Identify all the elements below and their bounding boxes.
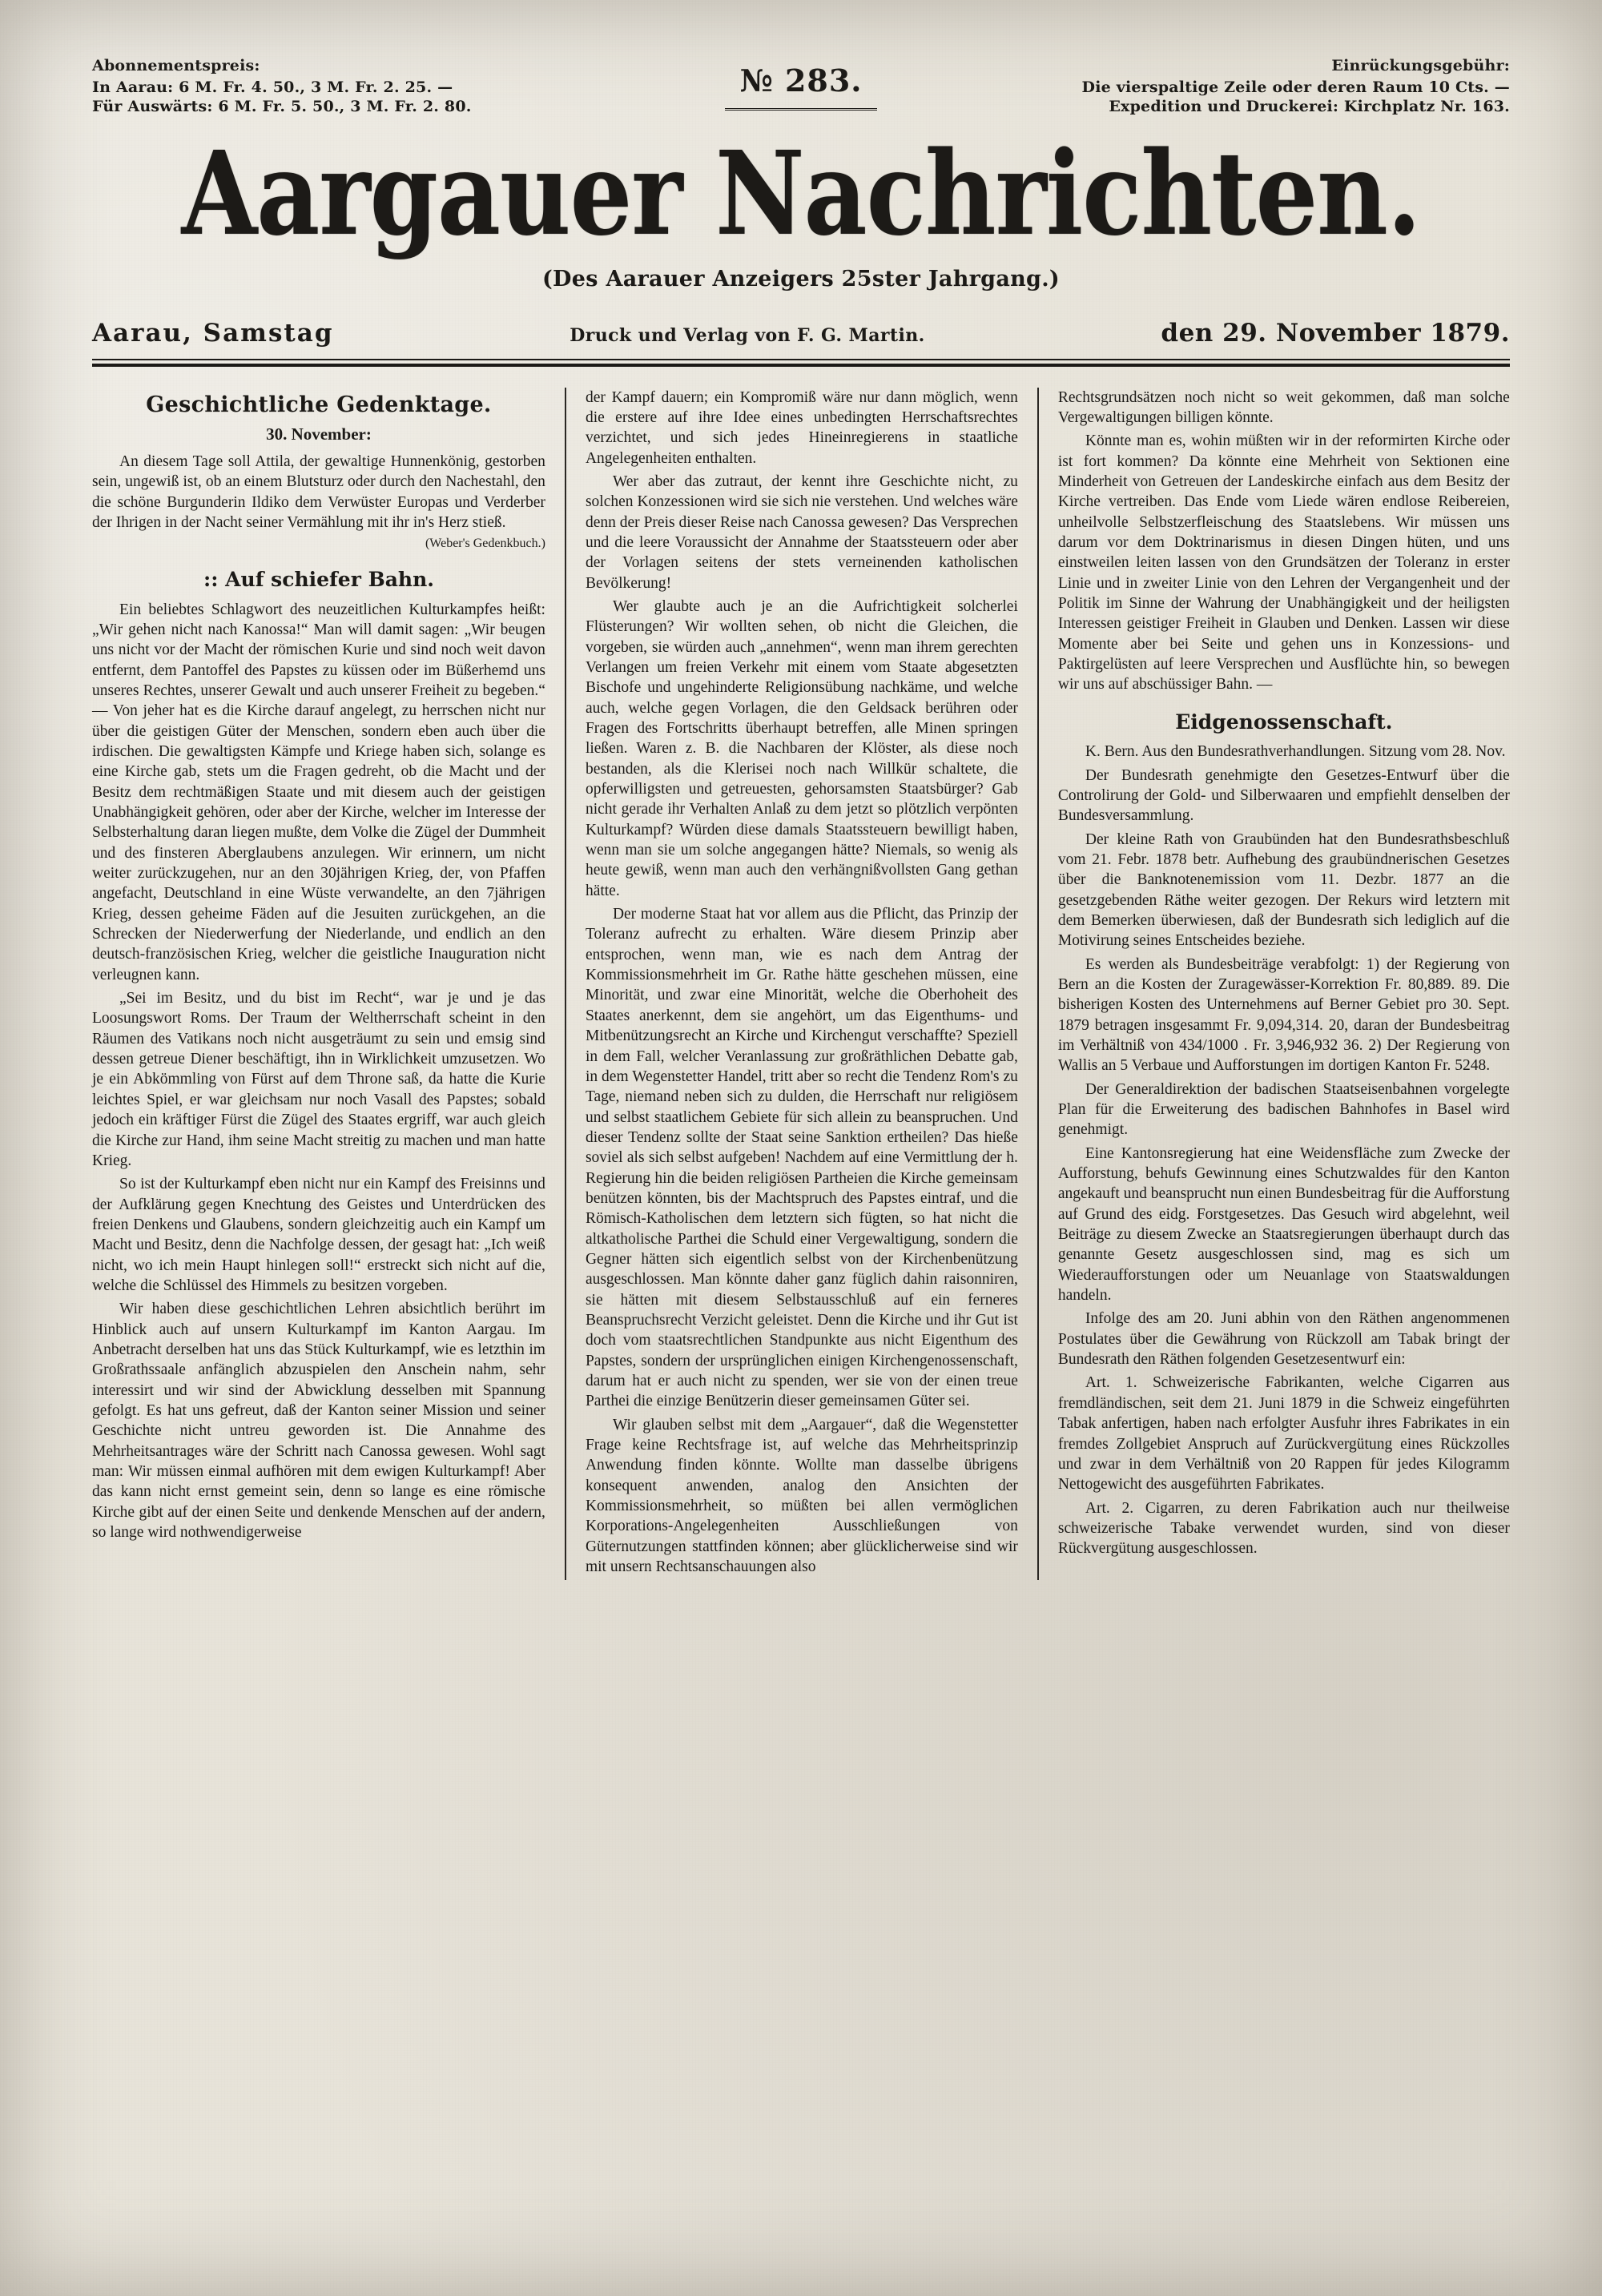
- article-subheading-date: 30. November:: [266, 424, 372, 444]
- column-3: [1037, 388, 1510, 1581]
- paragraph: Der moderne Staat hat vor allem aus die Pflicht, das Prinzip der Toleranz aufrecht zu erhalten. Wäre diesem Prinzip aber entsprochen, wenn man, wie es nach dem Antrag der Kommissionsmehrheit im Gr. Rathe hätte geschehen müssen, eine Minorität, und zwar eine Minorität, welche die Oberhoheit des Staates anerkennt, dem sie angehört, um das Eigenthums- und Mitbenützungsrecht an Kirche und Kirchengut verschaffte? Speziell in dem Fall, welcher Veranlassung zur großräthlichen Debatte gab, in dem Wegenstetter Handel, tritt aber so recht die Tendenz Rom's zu Tage, niemand neben sich zu dulden, die Herrschaft nur religiösem und selbst staatlichem Gebiete für sich allein zu beanspruchen. Und dieser Tendenz sollte der Staat seine Sanktion ertheilen? Das hieße soviel als sich selbst aufgeben! Nachdem auf eine Vermittlung der h. Regierung hin die beiden religiösen Partheien die Kirche gemeinsam benützen könnten, bis der Machtspruch des Papstes eintraf, und die Römisch-Katholischen dem letztern sich fügten, so hat nicht die altkatholische Parthei die Schuld einer Vergewaltigung, sondern die Gegner hätten sich eigentlich selbst von der Kirchenbenützung ausgeschlossen. Man könnte daher ganz füglich dahin raisonniren, sie hätten mit diesem Selbstausschluß auf ein ferneres Beanspruchsrecht Verzicht geleistet. Denn die Kirche und ihr Gut ist doch vom staatsrechtlichen Standpunkte aus nicht Eigenthum des Papstes, sondern der ursprünglichen einigen Kirchengenossenschaft, darum hat er auch nicht zu spenden, wer sie von der einen treue Parthei die einzige Benützerin dieser gemeinsamen Güter sei.: [585, 906, 1018, 1410]
- paragraph: Ein beliebtes Schlagwort des neuzeitlichen Kulturkampfes heißt: „Wir gehen nicht nach Kanossa!“ Man will damit sagen: „Wir beugen uns nicht vor der Macht der römischen Kurie und sind noch weit davon entfernt, dem Pantoffel des Papstes zu küssen oder im Büßerhemd uns unseres Rechtes, unserer Gewalt und auch unserer Freiheit zu begeben.“ — Von jeher hat es die Kirche darauf angelegt, zu herrschen nicht nur über die geistigen Güter der Menschen, sondern eben auch über die irdischen. Die gewaltigsten Kämpfe und Kriege haben sich, solange es eine Kirche gab, stets um die Fragen gedreht, ob die Macht und der Besitz dem rechtmäßigen Staate und mit diesem auch der geistigen Unabhängigkeit gehören, oder aber der Kirche, welcher im Interesse der Selbsterhaltung daran liegen mußte, dem Volke die Zügel der Dummheit und des finsteren Aberglaubens anzulegen. Wir erinnern, um nicht weiter zurückzugehen, nur an den 30jährigen Krieg, der, von Pfaffen angefacht, Deutschland in eine Wüste verwandelte, an den 7jährigen Krieg, dessen geheime Fäden auf die Jesuiten zurückgehen, an die Schrecken der Niederwerfung der Niederlande, und endlich an den deutsch-französischen Krieg, welcher die geistliche Inauguration nicht verleugnen kann.: [92, 601, 545, 983]
- ad-rates-heading: Einrückungsgebühr:: [1331, 57, 1510, 74]
- subscription-info: [92, 56, 605, 117]
- issue-divider: [725, 108, 877, 111]
- paragraph: So ist der Kulturkampf eben nicht nur ein Kampf des Freisinns und der Aufklärung gegen Knechtung des Geistes und Unterdrücken des freien Denkens und Glaubens, sondern gleichzeitig auch ein Kampf um Macht und Besitz, denn die Nachfolge dessen, der gesagt hat: „Ich weiß nicht, wo ich mein Haupt hinlegen soll!“ erstreckt sich nicht auf die, welche die Schlüssel des Himmels zu besitzen vorgeben.: [92, 1176, 545, 1294]
- paragraph: Eine Kantonsregierung hat eine Weidensfläche zum Zwecke der Aufforstung, behufs Gewinnung eines Schutzwaldes für den Kanton angekauft und beansprucht nun einen Bundesbeitrag für die Aufforstung auf Grund des eidg. Forstgesetzes. Das Gesuch wird abgelehnt, weil Beiträge zu diesem Zwecke an Staatsregierungen überhaupt durch das genannte Gesetz ausgeschlossen sind, mag es sich um Wiederaufforstungen oder um Neuanlage von Staatswaldungen handeln.: [1057, 1144, 1510, 1305]
- advertising-rates: [997, 56, 1510, 117]
- subscription-line-2: Für Auswärts: 6 M. Fr. 5. 50., 3 M. Fr. 2. 80.: [92, 98, 472, 116]
- page-subtitle: (Des Aarauer Anzeigers 25ster Jahrgang.): [541, 266, 1061, 292]
- paragraph: Art. 1. Schweizerische Fabrikanten, welche Cigarren aus fremdländischen, seit dem 21. Juni 1879 in die Schweiz eingeführten Tabak anfertigen, haben nach erfolgter Ausfuhr ihres Fabrikates in ein fremdes Zollgebiet Anspruch auf Zurückvergütung eines Rückzolles und zwar in dem Verhältniß von 20 Rappen für jedes Kilogramm Nettogewicht des ausgeführten Fabrikates.: [1057, 1374, 1510, 1494]
- page-title: Aargauer Nachrichten.: [181, 125, 1421, 262]
- masthead-bottom-row: [92, 319, 1510, 348]
- masthead-rule-thin: [92, 359, 1510, 360]
- column-2: [565, 388, 1037, 1581]
- imprint: Druck und Verlag von F. G. Martin.: [570, 324, 925, 346]
- paragraph: An diesem Tage soll Attila, der gewaltige Hunnenkönig, gestorben sein, ungewiß ist, ob an einem Blutsturz oder durch den Nachestahl, den die schöne Burgunderin Ildiko dem Verwüster Europas und Verderber der Ihrigen in der Nacht seiner Vermählung mit ihr in's Herz stieß.: [92, 452, 545, 531]
- paragraph: Infolge des am 20. Juni abhin von den Räthen angenommenen Postulates über die Gewährung von Rückzoll am Tabak bringt der Bundesrath den Räthen folgenden Gesetzesentwurf ein:: [1057, 1310, 1510, 1369]
- paragraph: Könnte man es, wohin müßten wir in der reformirten Kirche oder ist fort kommen? Da könnte eine Mehrheit von Sektionen eine Minderheit von Getreuen der Landeskirche einfach aus dem Besitz der Kirche vertreiben. Das Ende vom Liede wären endlose Reibereien, unheilvolle Selbstzerfleischung des Staatslebens. Wir müssen uns darum vor dem Doktrinarismus in diesen Dingen hüten, und uns einstweilen leiten lassen von den Grundsätzen der Toleranz in erster Linie und in zweiter Linie von den Lehren der Vergangenheit und der Politik im Sinne der Wahrung der Unabhängigkeit und der heiligsten Interessen geistiger Freiheit in Glauben und Denken. Lassen wir diese Momente aber bei Seite und gehen uns in Konzessions- und Paktirgelüsten auf leere Versprechen und Ausflüchte hin, so bewegen wir uns auf abschüssiger Bahn. —: [1057, 432, 1510, 694]
- paragraph: Wir haben diese geschichtlichen Lehren absichtlich berührt im Hinblick auch auf unsern Kulturkampf im Kanton Aargau. Im Anbetracht derselben hat uns das Stück Kulturkampf, wie es letzthin im Großrathssaale anfänglich abzuspielen den Anschein nahm, sehr interessirt und wir sind der Abwicklung desselben mit Spannung gefolgt. Es hat uns gefreut, daß der Kanton seiner Mission und seiner Geschichte nicht untreu geworden ist. Die Annahme des Mehrheitsantrages wäre der Schritt nach Canossa gewesen. Wohl sagt man: Wir müssen einmal aufhören mit dem ewigen Kulturkampf! Aber das kann nicht ernst gemeint sein, denn so lange es eine römische Kirche gibt auf der einen Seite und denkende Menschen auf der andern, so lange wird nothwendigerweise: [92, 1301, 545, 1542]
- paragraph: Wer glaubte auch je an die Aufrichtigkeit solcherlei Flüsterungen? Wir wollten sehen, ob nicht die Gleichen, die vorgeben, sie würden auch „annehmen“, wenn man ihrem gerechten Verlangen um freien Verkehr mit einem vom Staate abgesetzten Bischofe und ungehinderte Religionsübung nachkäme, und welche auch, welche gegen Vorlagen, die den Geldsack berühren oder Fragen des Fortschritts überhaupt betreffen, alle Minen springen ließen. Waren z. B. die Nachbaren der Klöster, als diese noch bestanden, als die Klerisei noch nach Willkür schaltete, die opferwilligsten und getreuesten, gehorsamsten Staatsbürger? Gab nicht gerade ihr Verhalten Anlaß zu dem jetzt so plötzlich verpönten Kulturkampf? Würden diese damals Staatssteuern bewilligt haben, wenn man sie um solche angegangen hätte? Niemals, so wenig als heute gewiß, wenn man auch den verhängnißvollsten Gang gethan hätte.: [585, 597, 1018, 899]
- issue-block: [669, 56, 933, 111]
- paragraph: Rechtsgrundsätzen noch nicht so weit gekommen, daß man solche Vergewaltigungen billigen könnte.: [1057, 388, 1510, 426]
- paragraph: Art. 2. Cigarren, zu deren Fabrikation auch nur theilweise schweizerische Tabake verwendet wurden, sind von dieser Rückvergütung ausgeschlossen.: [1057, 1499, 1510, 1558]
- masthead: [0, 0, 1602, 367]
- subscription-heading: Abonnementspreis:: [92, 57, 260, 74]
- section-heading-eidgenossenschaft: Eidgenossenschaft.: [1175, 710, 1393, 734]
- article-columns: [0, 367, 1602, 1629]
- issue-number: № 283.: [739, 62, 863, 99]
- subscription-line-1: In Aarau: 6 M. Fr. 4. 50., 3 M. Fr. 2. 25. —: [92, 78, 453, 96]
- dateline: K. Bern. Aus den Bundesrathverhandlungen. Sitzung vom 28. Nov.: [1085, 743, 1506, 761]
- ad-rates-line-1: Die vierspaltige Zeile oder deren Raum 10 Cts. —: [1081, 78, 1510, 96]
- paragraph: Wer aber das zutraut, der kennt ihre Geschichte nicht, zu solchen Konzessionen wird sie sich nie verstehen. Und welches wäre denn der Preis dieser Reise nach Canossa gewesen? Das Versprechen und die leere Voraussicht der Annahme der Staatssteuern oder aber der Vorlagen seitens der stets verneinenden katholischen Bevölkerung!: [585, 472, 1018, 592]
- publication-date: den 29. November 1879.: [1161, 318, 1510, 348]
- column-1: [92, 388, 565, 1581]
- article-heading-gedenktage: Geschichtliche Gedenktage.: [146, 392, 492, 417]
- paragraph: Es werden als Bundesbeiträge verabfolgt: 1) der Regierung von Bern an die Kosten der Zuragewässer-Korrektion Fr. 80,889. 89. Die bisherigen Kosten des Unternehmens auf Berner Gebiet pro 30. Sept. 1879 betragen insgesammt Fr. 9,094,314. 20, daran der Bundesbeitrag im Verhältniß von 434/1000 . Fr. 3,946,932 36. 2) Der Regierung von Wallis an 5 Verbaue und Aufforstungen im dortigen Kanton Fr. 5248.: [1057, 955, 1510, 1075]
- paragraph: Wir glauben selbst mit dem „Aargauer“, daß die Wegenstetter Frage keine Rechtsfrage ist, auf welche das Mehrheitsprinzip Anwendung finden könnte. Wollte man dasselbe übrigens konsequent anwenden, analog den Ansichten der Kommissionsmehrheit, so müßten bei allen vermöglichen Korporations-Angelegenheiten Ausschließungen von Güternutzungen stattfinden können; aber glücklicherweise sind wir mit unsern Rechtsanschauungen also: [585, 1416, 1018, 1576]
- paragraph: der Kampf dauern; ein Kompromiß wäre nur dann möglich, wenn die erstere auf ihre Idee eines unbedingten Herrschaftsrechtes verzichtet, und sich jedes Hineinregierens in staatliche Angelegenheiten enthalten.: [585, 388, 1018, 467]
- paragraph: Der Bundesrath genehmigte den Gesetzes-Entwurf über die Controlirung der Gold- und Silberwaaren und empfiehlt denselben der Bundesversammlung.: [1057, 766, 1510, 825]
- paragraph: Der Generaldirektion der badischen Staatseisenbahnen vorgelegte Plan für die Erweiterung des badischen Bahnhofes in Basel wird genehmigt.: [1057, 1080, 1510, 1139]
- paragraph: „Sei im Besitz, und du bist im Recht“, war je und je das Loosungswort Roms. Der Traum der Weltherrschaft scheint in den Räumen des Vatikans noch nicht ausgeträumt zu sein und emsig sind dessen getreue Diener beschäftigt, ihn in Wirklichkeit umzusetzen. Wo je ein Abkömmling von Fürst auf dem Throne saß, da hatte die Kurie leichtes Spiel, er war gleichsam nur noch Vasall des Papstes; sobald jedoch ein kräftiger Fürst die Zügel des Staates ergriff, war auch gleich die Kirche zur Hand, ihm seine Macht streitig zu machen und man hatte Krieg.: [92, 990, 545, 1169]
- title-block: [92, 125, 1510, 292]
- place-and-day: Aarau, Samstag: [92, 318, 334, 348]
- paragraph: Der kleine Rath von Graubünden hat den Bundesrathsbeschluß vom 21. Febr. 1878 betr. Aufhebung des graubündnerischen Gesetzes über die Banknotenemission vom 11. Dezbr. 1877 an die gesetzgebenden Räthe weiter gezogen. Der Rekurs wird letztern mit dem Bemerken überwiesen, daß der Bundesrath sich lediglich auf die Motivirung seines Entscheides beziehe.: [1057, 830, 1510, 950]
- article-heading-schiefe-bahn: :: Auf schiefer Bahn.: [203, 568, 434, 592]
- article-source: (Weber's Gedenkbuch.): [425, 537, 545, 551]
- ad-rates-line-2: Expedition und Druckerei: Kirchplatz Nr. 163.: [1109, 98, 1510, 116]
- masthead-top-row: [92, 56, 1510, 117]
